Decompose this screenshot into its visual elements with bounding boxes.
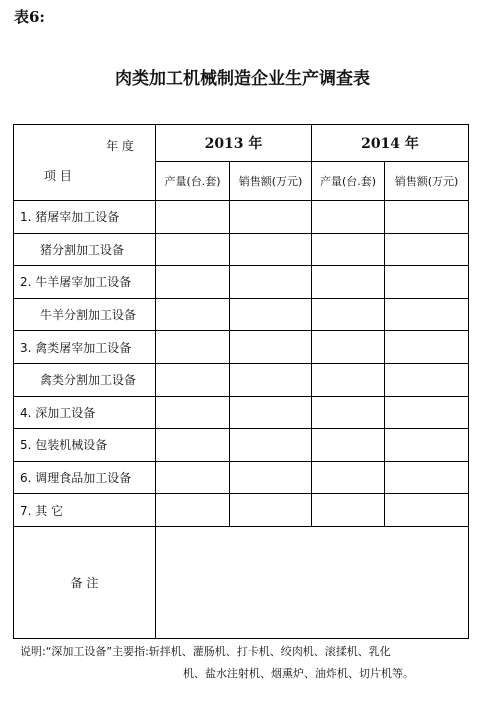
item-header-label: 项 目 (44, 169, 72, 183)
input-cell[interactable] (230, 201, 312, 234)
input-cell[interactable] (385, 233, 469, 266)
row-label: 7. 其 它 (14, 494, 156, 527)
input-cell[interactable] (385, 363, 469, 396)
year-header-label: 年 度 (106, 139, 134, 153)
output-2013-header: 产量(台.套) (156, 162, 230, 201)
input-cell[interactable] (230, 363, 312, 396)
input-cell[interactable] (156, 266, 230, 299)
input-cell[interactable] (312, 494, 385, 527)
input-cell[interactable] (312, 201, 385, 234)
notes-row (14, 526, 469, 638)
input-cell[interactable] (312, 233, 385, 266)
input-cell[interactable] (230, 266, 312, 299)
footnote-line-2: 机、盐水注射机、烟熏炉、油炸机、切片机等。 (183, 667, 414, 680)
table-number: 表6: (14, 8, 45, 26)
input-cell[interactable] (385, 396, 469, 429)
row-label: 1. 猪屠宰加工设备 (14, 201, 156, 234)
input-cell[interactable] (156, 233, 230, 266)
year-2013-header: 2013 年 (156, 125, 312, 162)
row-label: 禽类分割加工设备 (14, 363, 156, 396)
row-label: 2. 牛羊屠宰加工设备 (14, 266, 156, 299)
input-cell[interactable] (156, 494, 230, 527)
input-cell[interactable] (312, 429, 385, 462)
table-row (14, 298, 469, 331)
table-row (14, 494, 469, 527)
table-header-row (14, 125, 469, 162)
input-cell[interactable] (385, 201, 469, 234)
table-row (14, 429, 469, 462)
input-cell[interactable] (385, 298, 469, 331)
input-cell[interactable] (156, 201, 230, 234)
document-title: 肉类加工机械制造企业生产调查表 (115, 69, 370, 89)
input-cell[interactable] (312, 396, 385, 429)
input-cell[interactable] (312, 461, 385, 494)
table-row (14, 233, 469, 266)
sales-2013-header: 销售额(万元) (230, 162, 312, 201)
output-2014-header: 产量(台.套) (312, 162, 385, 201)
input-cell[interactable] (156, 396, 230, 429)
table-row (14, 396, 469, 429)
input-cell[interactable] (312, 331, 385, 364)
year-2014-header: 2014 年 (312, 125, 469, 162)
input-cell[interactable] (230, 396, 312, 429)
row-label: 牛羊分割加工设备 (14, 298, 156, 331)
table-row (14, 266, 469, 299)
input-cell[interactable] (230, 461, 312, 494)
table-row (14, 461, 469, 494)
sales-2014-header: 销售额(万元) (385, 162, 469, 201)
input-cell[interactable] (385, 429, 469, 462)
input-cell[interactable] (385, 331, 469, 364)
input-cell[interactable] (385, 461, 469, 494)
input-cell[interactable] (156, 429, 230, 462)
input-cell[interactable] (230, 298, 312, 331)
input-cell[interactable] (385, 494, 469, 527)
input-cell[interactable] (156, 363, 230, 396)
corner-header-cell (14, 125, 156, 201)
input-cell[interactable] (230, 429, 312, 462)
input-cell[interactable] (230, 331, 312, 364)
table-row (14, 331, 469, 364)
table-row (14, 363, 469, 396)
survey-table (13, 124, 469, 639)
notes-input-cell[interactable] (156, 526, 469, 638)
row-label: 4. 深加工设备 (14, 396, 156, 429)
notes-label: 备 注 (14, 526, 156, 638)
input-cell[interactable] (230, 233, 312, 266)
row-label: 3. 禽类屠宰加工设备 (14, 331, 156, 364)
input-cell[interactable] (312, 298, 385, 331)
row-label: 5. 包装机械设备 (14, 429, 156, 462)
input-cell[interactable] (156, 298, 230, 331)
table-row (14, 201, 469, 234)
input-cell[interactable] (156, 461, 230, 494)
input-cell[interactable] (156, 331, 230, 364)
row-label: 猪分割加工设备 (14, 233, 156, 266)
row-label: 6. 调理食品加工设备 (14, 461, 156, 494)
footnote-line-1: 说明:“深加工设备”主要指:斩拌机、灌肠机、打卡机、绞肉机、滚揉机、乳化 (20, 645, 391, 658)
input-cell[interactable] (385, 266, 469, 299)
input-cell[interactable] (312, 363, 385, 396)
input-cell[interactable] (312, 266, 385, 299)
input-cell[interactable] (230, 494, 312, 527)
